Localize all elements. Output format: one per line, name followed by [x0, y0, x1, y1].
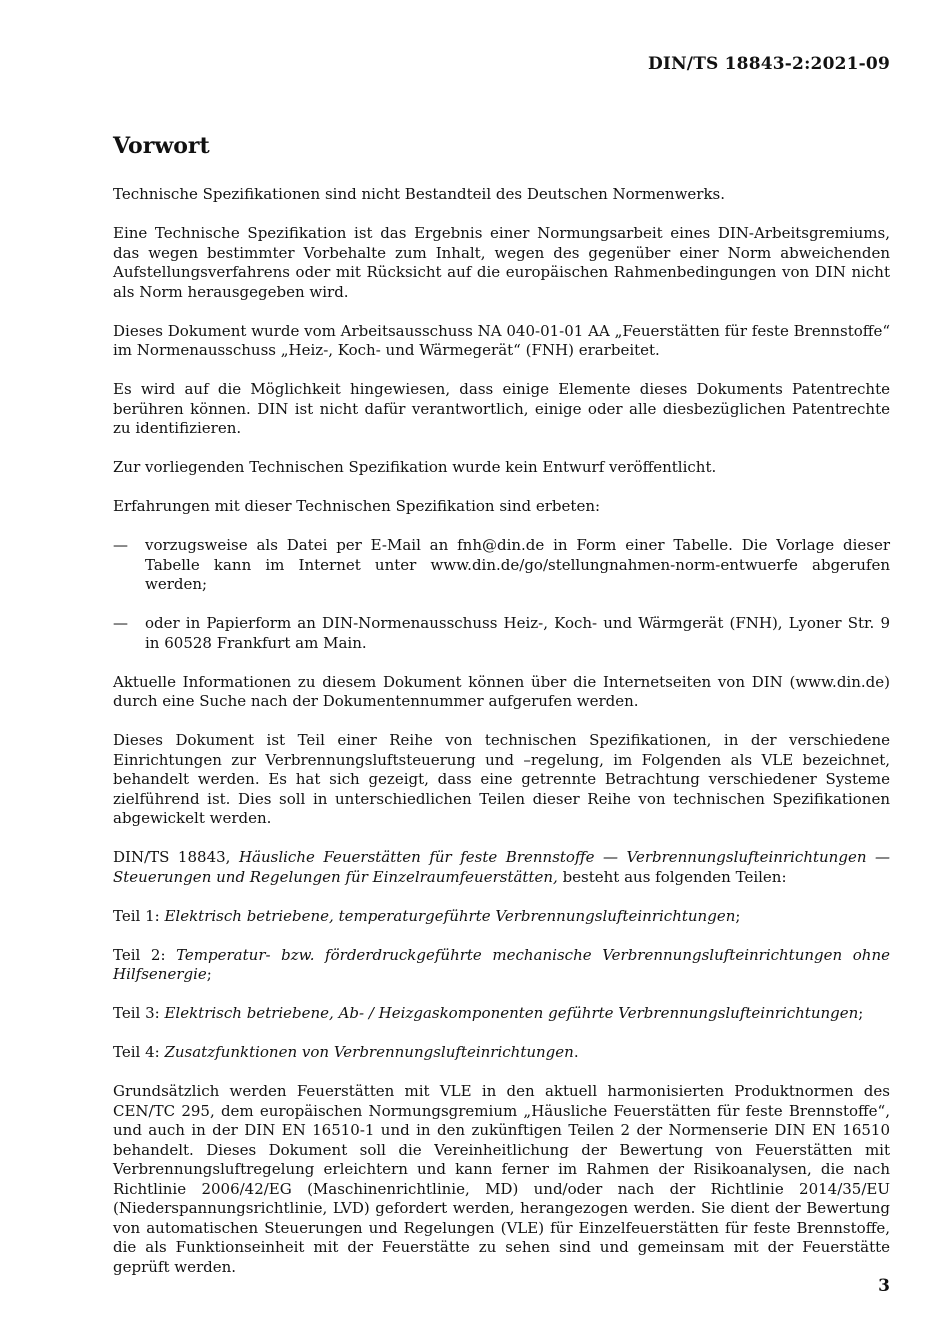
part-end: ; — [735, 906, 741, 925]
list-item — [113, 536, 890, 595]
paragraph: Erfahrungen mit dieser Technischen Spezifikation sind erbeten: — [113, 497, 601, 515]
part-label: Teil 1: — [113, 906, 165, 925]
paragraph: Aktuelle Informationen zu diesem Dokument können über die Internetseiten von DIN (www.din.de) durch eine Suche nach der Dokumentennummer aufgerufen werden. — [113, 672, 890, 710]
series-suffix: besteht aus folgenden Teilen: — [557, 867, 787, 886]
paragraph: Technische Spezifikationen sind nicht Bestandteil des Deutschen Normenwerks. — [113, 185, 726, 203]
paragraph: Es wird auf die Möglichkeit hingewiesen, dass einige Elemente dieses Dokuments Patentrechte berühren können. DIN ist nicht dafür verantwortlich, einige oder alle diesbezüglichen Patentrechte zu identifizieren. — [113, 380, 890, 437]
part-title: Elektrisch betriebene, Ab- / Heizgaskomponenten geführte Verbrennungslufteinrichtungen — [164, 1004, 859, 1022]
list-item-text: vorzugsweise als Datei per E-Mail an fnh@din.de in Form einer Tabelle. Die Vorlage dieser Tabelle kann im Internet unter www.din.de/go/stellungnahmen-norm-entwuerfe abgerufen werden; — [145, 536, 890, 593]
part-title: Elektrisch betriebene, temperaturgeführte Verbrennungslufteinrichtungen — [164, 906, 736, 925]
part-title: Temperatur- bzw. förderdruckgeführte mechanische Verbrennungslufteinrichtungen ohne Hilfsenergie — [113, 945, 890, 983]
list-item-text: oder in Papierform an DIN-Normenausschuss Heiz-, Koch- und Wärmgerät (FNH), Lyoner Str. 9 in 60528 Frankfurt am Main. — [145, 614, 890, 652]
dash-bullet: — — [113, 536, 128, 554]
part-end: . — [573, 1043, 579, 1061]
paragraph: Eine Technische Spezifikation ist das Ergebnis einer Normungsarbeit eines DIN-Arbeitsgremiums, das wegen bestimmter Vorbehalte zum Inhalt, wegen des gegenüber einer Norm abweichenden Aufstellungsverfahrens oder mit Rücksicht auf die europäischen Rahmenbedingungen von DIN nicht als Norm herausgegeben wird. — [113, 224, 890, 301]
section-title: Vorwort — [113, 133, 210, 159]
part-end: ; — [858, 1004, 864, 1022]
page-content — [113, 132, 890, 1297]
part-label: Teil 3: — [113, 1004, 165, 1022]
series-description — [113, 848, 890, 887]
dash-bullet: — — [113, 614, 128, 632]
part-entry — [113, 1043, 890, 1063]
part-end: ; — [206, 965, 212, 983]
page-number: 3 — [878, 1276, 890, 1296]
part-entry — [113, 946, 890, 985]
series-ref: DIN/TS 18843, — [113, 848, 239, 866]
paragraph: Grundsätzlich werden Feuerstätten mit VLE in den aktuell harmonisierten Produktnormen des CEN/TC 295, dem europäischen Normungsgremium „Häusliche Feuerstätten für feste Brennstoffe“, und auch in der DIN EN 16510-1 und in den zukünftigen Teilen 2 der Normenserie DIN EN 16510 behandelt. Dieses Dokument soll die Vereinheitlichung der Bewertung von Feuerstätten mit Verbrennungsluftregelung erleichtern und kann ferner im Rahmen der Risikoanalysen, die nach Richtlinie 2006/42/EG (Maschinenrichtlinie, MD) und/oder nach der Richtlinie 2014/35/EU (Niederspannungsrichtlinie, LVD) gefordert werden, herangezogen werden. Sie dient der Bewertung von automatischen Steuerungen und Regelungen (VLE) für Einzelfeuerstätten für feste Brennstoffe, die als Funktionseinheit mit der Feuerstätte zu sehen sind und gemeinsam mit der Feuerstätte geprüft werden. — [113, 1082, 890, 1276]
document-id: DIN/TS 18843-2:2021-09 — [647, 54, 890, 74]
list-item — [113, 614, 890, 653]
part-entry — [113, 907, 890, 927]
part-label: Teil 2: — [113, 945, 177, 964]
paragraph: Dieses Dokument ist Teil einer Reihe von technischen Spezifikationen, in der verschiedene Einrichtungen zur Verbrennungsluftsteuerung und –regelung, im Folgenden als VLE bezeichnet, behandelt werden. Es hat sich gezeigt, dass eine getrennte Betrachtung verschiedener Systeme zielführend ist. Dies soll in unterschiedlichen Teilen dieser Reihe von technischen Spezifikationen abgewickelt werden. — [113, 731, 890, 827]
paragraph: Dieses Dokument wurde vom Arbeitsausschuss NA 040-01-01 AA „Feuerstätten für feste Brennstoffe“ im Normenausschuss „Heiz-, Koch- und Wärmegerät“ (FNH) erarbeitet. — [113, 321, 890, 359]
part-entry — [113, 1004, 890, 1024]
paragraph: Zur vorliegenden Technischen Spezifikation wurde kein Entwurf veröffentlicht. — [113, 458, 717, 476]
series-title: Häusliche Feuerstätten für feste Brennstoffe — Verbrennungslufteinrichtungen — Steuerungen und Regelungen für Einzelraumfeuerstätten, — [113, 848, 891, 886]
part-title: Zusatzfunktionen von Verbrennungslufteinrichtungen — [164, 1043, 574, 1061]
part-label: Teil 4: — [113, 1043, 165, 1061]
